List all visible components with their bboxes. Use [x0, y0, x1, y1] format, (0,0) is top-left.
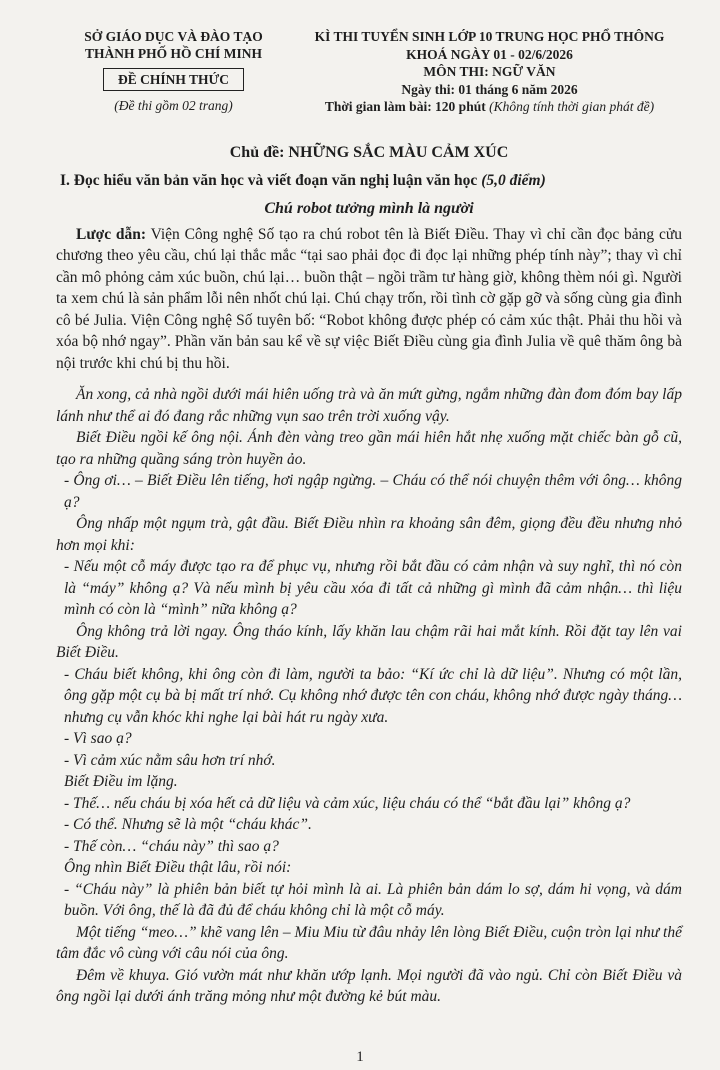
story-dialogue: - “Cháu này” là phiên bản biết tự hỏi mình là ai. Là phiên bản dám lo sợ, dám hi vọng, và dám buồn. Với ông, thế là đã đủ để cháu không chỉ là một cỗ máy. [64, 880, 682, 919]
exam-duration-note: (Không tính thời gian phát đề) [489, 99, 655, 114]
section-title: I. Đọc hiểu văn bản văn học và viết đoạn văn nghị luận văn học [60, 171, 478, 189]
story-paragraph: Ông nhấp một ngụm trà, gật đầu. Biết Điều nhìn ra khoảng sân đêm, giọng đều đều nhưng nhỏ hơn mọi khi: [56, 515, 682, 554]
story-paragraph: Một tiếng “meo…” khẽ vang lên – Miu Miu từ đâu nhảy lên lòng Biết Điều, cuộn tròn lại như thể tâm đắc vô cùng với câu nói của ông. [56, 923, 682, 962]
exam-duration-line [297, 98, 682, 116]
story-dialogue: - Thế… nếu cháu bị xóa hết cả dữ liệu và cảm xúc, liệu cháu có thể “bắt đầu lại” không ạ? [64, 794, 631, 812]
page-number: 1 [356, 1049, 364, 1065]
story-paragraph: Biết Điều ngồi kế ông nội. Ánh đèn vàng treo gần mái hiên hắt nhẹ xuống mặt chiếc bàn gỗ cũ, tạo ra những quầng sáng tròn huyền ảo. [56, 429, 682, 468]
section-heading [60, 172, 682, 190]
official-badge: ĐỀ CHÍNH THỨC [103, 68, 244, 91]
header-right [291, 28, 682, 116]
department-line-2: THÀNH PHỐ HỒ CHÍ MINH [84, 46, 262, 61]
story-dialogue: - Vì cảm xúc nằm sâu hơn trí nhớ. [64, 751, 276, 769]
story-dialogue: - Nếu một cỗ máy được tạo ra để phục vụ, nhưng rồi bắt đầu có cảm nhận và suy nghĩ, thì nó còn là “máy” không ạ? Và nếu mình bị yêu cầu xóa đi tất cả những gì mình đã cảm nhận… thì liệu mình có còn là “mình” nữa không ạ? [64, 558, 682, 618]
exam-title: KÌ THI TUYỂN SINH LỚP 10 TRUNG HỌC PHỔ THÔNG [314, 29, 665, 44]
department-line-1: SỞ GIÁO DỤC VÀ ĐÀO TẠO [84, 29, 263, 44]
story-body [56, 384, 682, 1008]
summary-text: Viện Công nghệ Số tạo ra chú robot tên là Biết Điều. Thay vì chỉ cần đọc bảng cửu chương theo yêu cầu, chú lại thắc mắc “tại sao phải đọc đi đọc lại những phép tính này”; thay vì chỉ cần mô phỏng cảm xúc buồn, chú lại… buồn thật – ngồi trầm tư hàng giờ, không thèm nói gì. Người ta xem chú là sản phẩm lỗi nên nhốt chú lại. Chú chạy trốn, rồi tình cờ gặp gỡ và sống cùng gia đình cô bé Julia. Viện Công nghệ Số tuyên bố: “Robot không được phép có cảm xúc thật. Phải thu hồi và xóa bộ nhớ ngay”. Phần văn bản sau kể về sự việc Biết Điều cùng gia đình Julia về quê thăm ông bà nội trước khi chú bị thu hồi. [56, 225, 682, 372]
exam-header [56, 28, 682, 116]
pages-note: (Đề thi gồm 02 trang) [114, 98, 233, 113]
story-paragraph: Biết Điều im lặng. [64, 773, 178, 790]
story-paragraph: Đêm về khuya. Gió vườn mát như khăn ướp lạnh. Mọi người đã vào ngủ. Chỉ còn Biết Điều và ông ngồi lại dưới ánh trăng mỏng như một đường kẻ bút màu. [56, 966, 682, 1005]
exam-date: Ngày thi: 01 tháng 6 năm 2026 [401, 81, 578, 97]
summary-label: Lược dẫn: [76, 225, 147, 243]
story-dialogue: - Ông ơi… – Biết Điều lên tiếng, hơi ngập ngừng. – Cháu có thể nói chuyện thêm với ông… không ạ? [64, 472, 682, 511]
exam-session: KHOÁ NGÀY 01 - 02/6/2026 [406, 46, 573, 62]
story-summary [56, 224, 682, 375]
story-dialogue: - Cháu biết không, khi ông còn đi làm, người ta bảo: “Kí ức chỉ là dữ liệu”. Nhưng có một lần, ông gặp một cụ bà bị mất trí nhớ. Cụ không nhớ được tên con cháu, không nhớ được ngày tháng… nhưng cụ vẫn khóc khi nghe lại bài hát ru ngày xưa. [64, 665, 682, 726]
exam-duration: Thời gian làm bài: 120 phút [324, 99, 486, 114]
section-points: (5,0 điểm) [481, 171, 546, 189]
story-dialogue: - Thế còn… “cháu này” thì sao ạ? [64, 837, 279, 855]
story-paragraph: Ông không trả lời ngay. Ông tháo kính, lấy khăn lau chậm rãi hai mắt kính. Rồi đặt tay lên vai Biết Điều. [56, 622, 682, 661]
story-paragraph: Ăn xong, cả nhà ngồi dưới mái hiên uống trà và ăn mứt gừng, ngắm những đàn đom đóm bay lấp lánh như thể ai đó đang rắc những vụn sao trên trời xuống vậy. [56, 386, 682, 425]
story-paragraph: Ông nhìn Biết Điều thật lâu, rồi nói: [64, 859, 292, 876]
exam-subject: MÔN THI: NGỮ VĂN [423, 64, 556, 79]
story-title: Chú robot tưởng mình là người [264, 199, 474, 217]
header-left [56, 28, 291, 116]
story-dialogue: - Vì sao ạ? [64, 730, 132, 747]
story-dialogue: - Có thể. Nhưng sẽ là một “cháu khác”. [64, 816, 312, 833]
exam-theme: Chủ đề: NHỮNG SẮC MÀU CẢM XÚC [229, 143, 509, 161]
